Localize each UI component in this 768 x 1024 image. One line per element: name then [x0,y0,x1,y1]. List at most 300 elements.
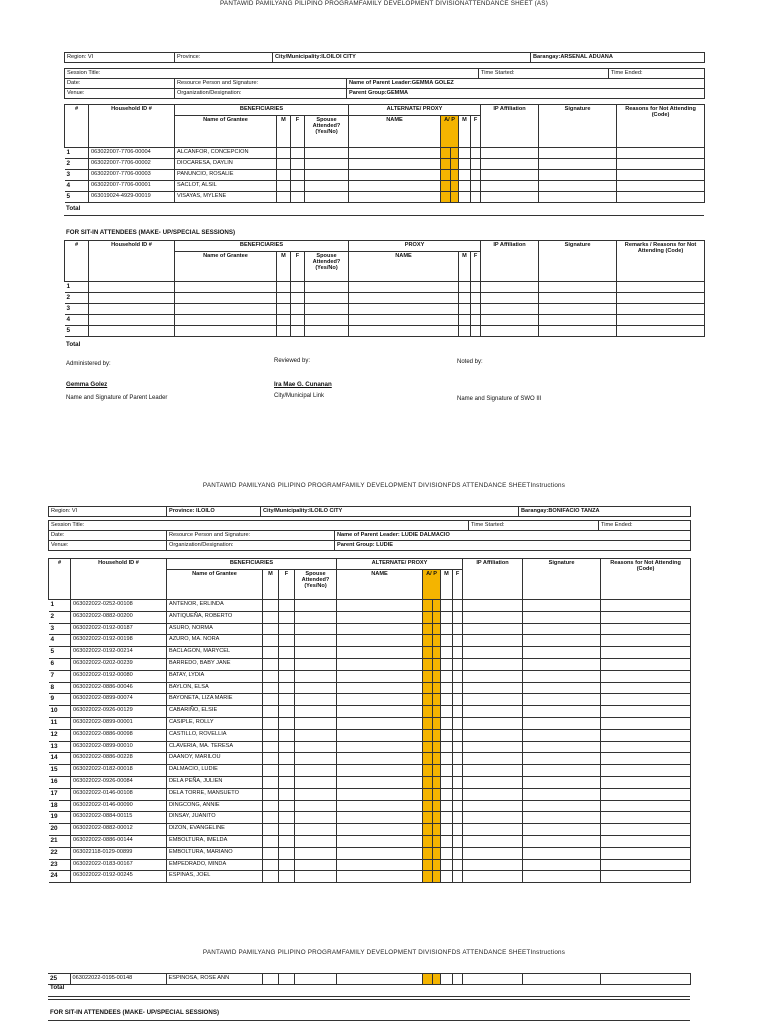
empty-cell [295,871,337,883]
empty-cell [279,765,295,777]
empty-cell [433,753,441,765]
household-id: 063022022-0182-00018 [71,765,167,777]
household-id: 063022007-7706-00003 [89,170,175,181]
empty-cell [617,170,705,181]
empty-cell [601,658,691,670]
empty-cell [423,765,433,777]
empty-cell [451,192,459,203]
table-row [49,800,691,812]
empty-cell [433,812,441,824]
empty-cell [451,148,459,159]
empty-cell [279,776,295,788]
household-id: 063022022-0926-00084 [71,776,167,788]
empty-cell [453,600,463,612]
empty-cell [433,800,441,812]
city-label: City/Municipality:ILOILOI CITY [273,53,531,63]
empty-cell [263,729,279,741]
row-number: 12 [49,729,71,741]
empty-cell [423,812,433,824]
empty-cell [277,170,291,181]
empty-cell [291,159,305,170]
empty-cell [337,694,423,706]
empty-cell [279,717,295,729]
sitin-col-num: # [65,241,89,282]
empty-cell [337,835,423,847]
divider [64,215,704,216]
empty-cell [459,304,471,315]
empty-cell [263,835,279,847]
empty-cell [453,623,463,635]
table-row [49,765,691,777]
row-number: 20 [49,824,71,836]
sitin-col-spouse: Spouse Attended? (Yes/No) [305,252,349,282]
empty-cell [601,635,691,647]
empty-cell [423,859,433,871]
empty-cell [463,835,523,847]
empty-cell [601,623,691,635]
empty-cell [441,635,453,647]
empty-cell [459,315,471,326]
s2-time-ended: Time Ended: [599,521,691,531]
empty-cell [423,706,433,718]
empty-cell [337,812,423,824]
divider [48,1020,690,1021]
empty-cell [89,315,175,326]
empty-cell [423,658,433,670]
empty-cell [305,304,349,315]
empty-cell [481,159,539,170]
empty-cell [279,824,295,836]
empty-cell [539,148,617,159]
table-row [65,192,705,203]
table-row [49,670,691,682]
grantee-name: CASIPLE, ROLLY [167,717,263,729]
household-id: 063022022-0886-00098 [71,729,167,741]
s2-venue-label: Venue: [49,541,167,551]
empty-cell [295,670,337,682]
empty-cell [175,282,277,293]
empty-cell [423,788,433,800]
empty-cell [463,776,523,788]
empty-cell [291,192,305,203]
empty-cell [423,776,433,788]
table-row [49,611,691,623]
empty-cell [295,706,337,718]
empty-cell [523,765,601,777]
empty-cell [295,812,337,824]
empty-cell [279,670,295,682]
empty-cell [305,282,349,293]
grantee-name: SACLOT, ALSIL [175,181,277,192]
s2-col-ip: IP Affiliation [463,559,523,600]
col-grantee: Name of Grantee [175,116,277,148]
empty-cell [463,741,523,753]
grantee-name: EMBOLTURA, IMELDA [167,835,263,847]
empty-cell [423,847,433,859]
empty-cell [337,753,423,765]
empty-cell [294,974,336,985]
empty-cell [441,847,453,859]
sheet2-title: PANTAWID PAMILYANG PILIPINO PROGRAMFAMILY DEVELOPMENT DIVISIONFDS ATTENDANCE SHEETInstructions [202,482,566,489]
empty-cell [459,181,471,192]
empty-cell [617,304,705,315]
row-number: 5 [65,326,89,337]
empty-cell [295,647,337,659]
empty-cell [523,658,601,670]
empty-cell [263,658,279,670]
empty-cell [433,658,441,670]
grantee-name: VISAYAS, MYLENE [175,192,277,203]
empty-cell [601,670,691,682]
empty-cell [453,611,463,623]
household-id: 063022022-0192-00245 [71,871,167,883]
empty-cell [451,159,459,170]
col-reasons: Reasons for Not Attending (Code) [617,105,705,148]
empty-cell [291,282,305,293]
row-number: 2 [65,293,89,304]
empty-cell [349,293,459,304]
empty-cell [601,776,691,788]
empty-cell [463,623,523,635]
empty-cell [463,859,523,871]
empty-cell [305,315,349,326]
empty-cell [601,694,691,706]
empty-cell [441,623,453,635]
table-row [49,658,691,670]
empty-cell [441,611,453,623]
empty-cell [337,611,423,623]
household-id: 063022022-0202-00239 [71,658,167,670]
s2-session-title: Session Title: [49,521,469,531]
reviewed-by: Reviewed by: [274,358,311,364]
grantee-name: ESPINAS, JOEL [167,871,263,883]
table-row [49,741,691,753]
empty-cell [279,859,295,871]
empty-cell [539,304,617,315]
empty-cell [451,170,459,181]
grantee-name: DELA TORRE, MANSUETO [167,788,263,800]
sheet1-title: PANTAWID PAMILYANG PILIPINO PROGRAMFAMILY DEVELOPMENT DIVISIONATTENDANCE SHEET (AS) [220,0,548,7]
empty-cell [263,741,279,753]
sitin-col-m2: M [459,252,471,282]
grantee-name: DIOCARESA, DAYLIN [175,159,277,170]
empty-cell [279,694,295,706]
empty-cell [433,647,441,659]
sheet1-attendance-table [64,104,705,203]
empty-cell [523,682,601,694]
s2-col-m2: M [441,570,453,600]
empty-cell [305,326,349,337]
empty-cell [481,326,539,337]
empty-cell [337,682,423,694]
sitin-col-ip: IP Affiliation [481,241,539,282]
empty-cell [279,729,295,741]
empty-cell [453,741,463,753]
col-m2: M [459,116,471,148]
s2-col-m: M [263,570,279,600]
empty-cell [291,170,305,181]
empty-cell [349,192,441,203]
grantee-name: ANTIQUEÑA, ROBERTO [167,611,263,623]
empty-cell [305,148,349,159]
grantee-name: CABARIÑO, ELSIE [167,706,263,718]
table-row [49,682,691,694]
empty-cell [295,859,337,871]
s2-col-ap: A/ P [423,570,441,600]
empty-cell [263,800,279,812]
empty-cell [279,706,295,718]
s2-col-household: Household ID # [71,559,167,600]
s2-time-started: Time Started: [469,521,599,531]
empty-cell [441,824,453,836]
grantee-name: BATAY, LYDIA [167,670,263,682]
col-ip: IP Affiliation [481,105,539,148]
sheet1-sitin-total: Total [66,341,81,348]
empty-cell [453,682,463,694]
sheet2-info-table [48,506,691,517]
empty-cell [523,717,601,729]
session-title: Session Title: [65,69,479,79]
empty-cell [337,635,423,647]
grantee-name: ALCANFOR, CONCEPCION [175,148,277,159]
table-row [49,729,691,741]
s2-parent-leader: Name of Parent Leader: LUDIE DALMACIO [335,531,691,541]
household-id: 063022118-0129-00899 [71,847,167,859]
empty-cell [337,600,423,612]
empty-cell [263,635,279,647]
empty-cell [423,835,433,847]
household-id: 063022007-7706-00001 [89,181,175,192]
empty-cell [441,729,453,741]
s2-col-signature: Signature [523,559,601,600]
grantee-name: BAYLON, ELSA [167,682,263,694]
empty-cell [423,824,433,836]
empty-cell [263,647,279,659]
empty-cell [601,835,691,847]
empty-cell [463,812,523,824]
empty-cell [481,282,539,293]
empty-cell [453,753,463,765]
empty-cell [337,871,423,883]
empty-cell [617,159,705,170]
empty-cell [295,765,337,777]
empty-cell [471,293,481,304]
empty-cell [337,859,423,871]
empty-cell [617,315,705,326]
household-id: 063022022-0192-00198 [71,635,167,647]
empty-cell [433,788,441,800]
empty-cell [263,706,279,718]
table-row [49,788,691,800]
s2-resource-person: Resource Person and Signature: [167,531,335,541]
s2-organization: Organization/Designation: [167,541,335,551]
s2-parent-group: Parent Group: LUDIE [335,541,691,551]
empty-cell [279,741,295,753]
empty-cell [539,159,617,170]
empty-cell [601,611,691,623]
empty-cell [523,611,601,623]
sitin-col-f2: F [471,252,481,282]
empty-cell [463,647,523,659]
empty-cell [337,670,423,682]
empty-cell [263,871,279,883]
sitin-col-remarks: Remarks / Reasons for Not Attending (Code) [617,241,705,282]
row-number: 8 [49,682,71,694]
time-started: Time Started: [479,69,609,79]
empty-cell [539,170,617,181]
s2-date-label: Date: [49,531,167,541]
col-name: NAME [349,116,441,148]
empty-cell [295,623,337,635]
row-number: 10 [49,706,71,718]
grantee-name: ASURO, NORMA [167,623,263,635]
s2-col-f2: F [453,570,463,600]
row-number: 7 [49,670,71,682]
empty-cell [453,800,463,812]
empty-cell [453,658,463,670]
empty-cell [463,635,523,647]
empty-cell [481,170,539,181]
empty-cell [617,282,705,293]
grantee-name: AZURO, MA. NORA [167,635,263,647]
empty-cell [423,611,433,623]
grantee-name: DALMACIO, LUDIE [167,765,263,777]
empty-cell [453,859,463,871]
household-id: 063022022-0899-00074 [71,694,167,706]
table-row [65,282,705,293]
empty-cell [523,635,601,647]
empty-cell [433,682,441,694]
empty-cell [337,647,423,659]
empty-cell [441,871,453,883]
s2-col-reasons: Reasons for Not Attending (Code) [601,559,691,600]
table-row [49,694,691,706]
empty-cell [337,824,423,836]
empty-cell [459,170,471,181]
region-label: Region: VI [65,53,175,63]
empty-cell [263,765,279,777]
empty-cell [451,181,459,192]
empty-cell [463,694,523,706]
table-row [65,304,705,315]
empty-cell [291,304,305,315]
empty-cell [295,694,337,706]
empty-cell [601,600,691,612]
empty-cell [471,181,481,192]
empty-cell [423,670,433,682]
empty-cell [433,847,441,859]
empty-cell [279,611,295,623]
empty-cell [523,788,601,800]
date-label: Date: [65,79,175,89]
table-row [49,647,691,659]
household-id: 063022022-0252-00108 [71,600,167,612]
venue-label: Venue: [65,89,175,99]
empty-cell [481,315,539,326]
grantee-name: DELA PEÑA, JULIEN [167,776,263,788]
table-row [65,315,705,326]
sheet2-attendance-table [48,558,691,883]
empty-cell [295,824,337,836]
col-spouse: Spouse Attended? (Yes/No) [305,116,349,148]
empty-cell [471,159,481,170]
household-id: 063022022-0899-00010 [71,741,167,753]
table-row [49,600,691,612]
empty-cell [277,282,291,293]
household-id: 063022022-0146-00090 [71,800,167,812]
empty-cell [453,835,463,847]
parent-group-label: Parent Group:GEMMA [347,89,705,99]
empty-cell [481,293,539,304]
empty-cell [459,192,471,203]
table-row [49,776,691,788]
noted-by: Noted by: [457,359,483,365]
col-f: F [291,116,305,148]
empty-cell [337,741,423,753]
empty-cell [279,623,295,635]
s2-barangay-label: Barangay:BONIFACIO TANZA [519,507,691,517]
s2-col-num: # [49,559,71,600]
empty-cell [523,871,601,883]
empty-cell [337,729,423,741]
empty-cell [471,315,481,326]
time-ended: Time Ended: [609,69,705,79]
empty-cell [277,148,291,159]
empty-cell [523,824,601,836]
household-id: 063019024-4929-00019 [89,192,175,203]
s2-col-grantee: Name of Grantee [167,570,263,600]
empty-cell [463,765,523,777]
empty-cell [423,800,433,812]
empty-cell [441,835,453,847]
empty-cell [295,717,337,729]
empty-cell [295,776,337,788]
empty-cell [263,824,279,836]
empty-cell [263,812,279,824]
empty-cell [523,647,601,659]
grantee-name: ESPINOSA, ROSE ANN [166,974,262,985]
household-id: 063022022-0926-00129 [71,706,167,718]
empty-cell [349,326,459,337]
empty-cell [523,729,601,741]
col-num: # [65,105,89,148]
col-household: Household ID # [89,105,175,148]
s2-region-label: Region: VI [49,507,167,517]
empty-cell [423,647,433,659]
sheet1-sitin-title: FOR SIT-IN ATTENDEES (MAKE- UP/SPECIAL SESSIONS) [66,229,236,236]
grantee-name: PANUNCIO, ROSALIE [175,170,277,181]
sheet1-total: Total [66,205,81,212]
empty-cell [601,729,691,741]
grantee-name: CLAVERIA, MA. TERESA [167,741,263,753]
empty-cell [305,181,349,192]
empty-cell [277,159,291,170]
divider [48,999,690,1000]
empty-cell [295,788,337,800]
empty-cell [423,694,433,706]
empty-cell [295,753,337,765]
empty-cell [279,812,295,824]
empty-cell [263,694,279,706]
empty-cell [601,753,691,765]
row-number: 5 [49,647,71,659]
empty-cell [453,788,463,800]
sheet3-sitin-title: FOR SIT-IN ATTENDEES (MAKE- UP/SPECIAL SESSIONS) [50,1009,220,1016]
row-number: 6 [49,658,71,670]
grantee-name: BAYONETA, LIZA MARIE [167,694,263,706]
empty-cell [337,847,423,859]
s2-province-label: Province: ILOILO [167,507,261,517]
